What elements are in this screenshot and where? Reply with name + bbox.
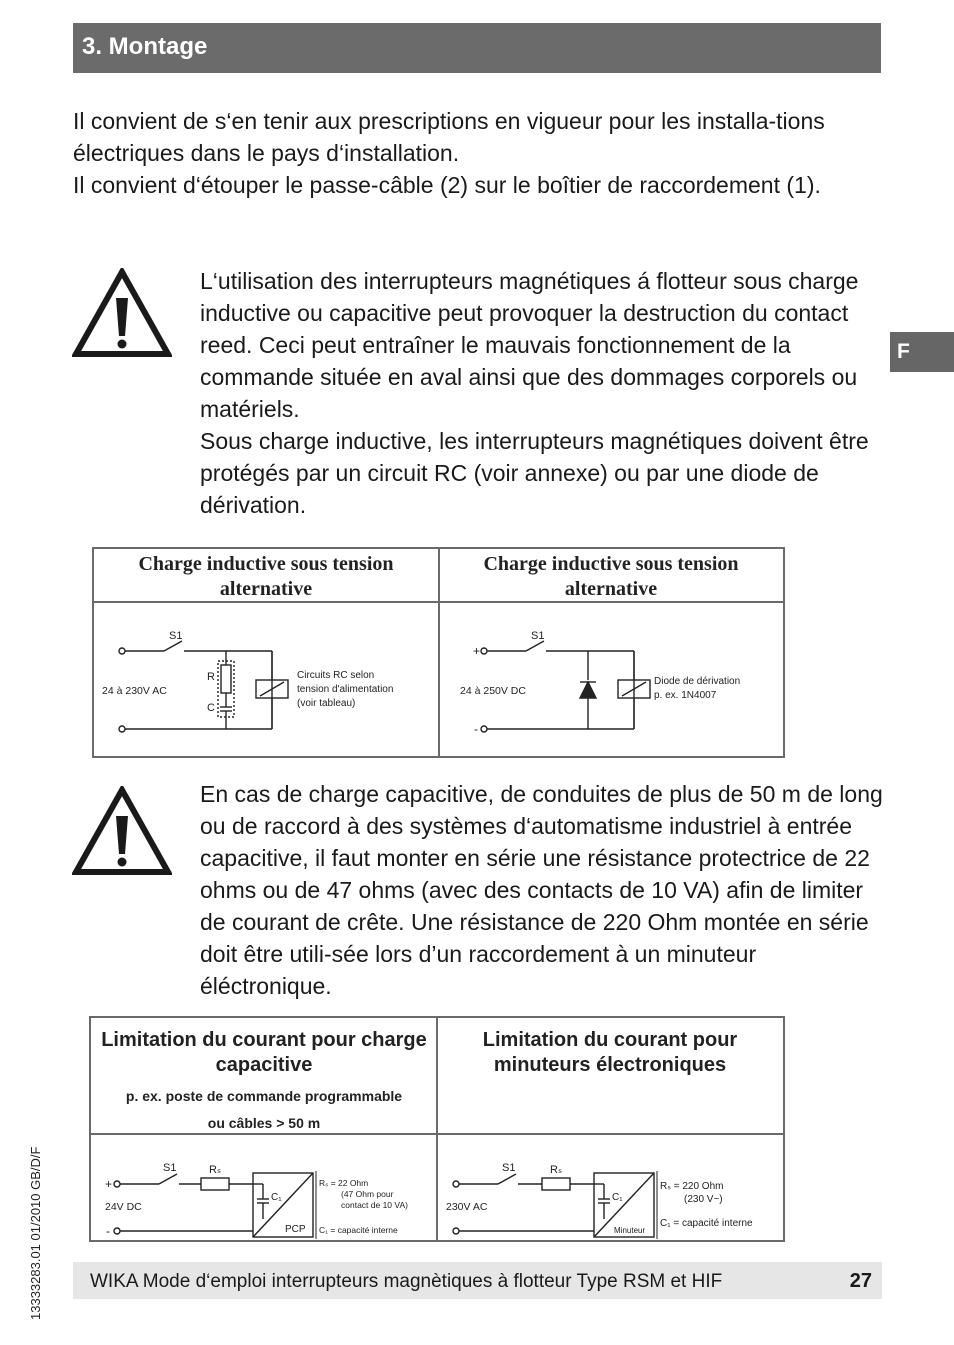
diagram2-right-switch-label: S1 bbox=[502, 1162, 516, 1174]
warning-2-paragraph-1: En cas de charge capacitive, de conduites de plus de 50 m de long ou de raccord à des systèmes d‘automatisme industriel à entrée capacitive, il faut monter en série une résistance protectrice de 22 ohms ou de 47 ohms (avec des contacts de 10 VA) afin de limiter de courant de crête. Une résistance de 220 Ohm montée en série doit être utili-sée lors d’un raccordement à un minuteur éléctronique. bbox=[200, 781, 883, 999]
section-title: 3. Montage bbox=[82, 33, 208, 60]
pcp-circuit-schematic bbox=[91, 1135, 436, 1240]
diagram2-left-note-1: Rₛ = 22 Ohm bbox=[319, 1178, 369, 1188]
diagram1-left-note-3: (voir tableau) bbox=[297, 698, 356, 709]
diagram2-left-title: Limitation du courant pour charge capacitive bbox=[101, 1029, 427, 1076]
diagram2-left-device-label: PCP bbox=[285, 1224, 306, 1235]
diagram2-right-note-2: (230 V~) bbox=[684, 1194, 723, 1205]
diagram1-right-note-1: Diode de dérivation bbox=[654, 676, 741, 687]
intro-paragraph-2: Il convient d‘étouper le passe-câble (2) sur le boîtier de raccordement (1). bbox=[73, 172, 821, 198]
diagram2-right-rs-label: Rₛ bbox=[550, 1164, 563, 1176]
warning-1-paragraph-1: L‘utilisation des interrupteurs magnétiques á flotteur sous charge inductive ou capacitive peut provoquer la destruction du contact reed. Ceci peut entraîner le mauvais fonctionnement de la commande située en aval ainsi que des dommages corporels ou matériels. bbox=[200, 268, 859, 422]
diagram1-right-title: Charge inductive sous tension alternative bbox=[483, 553, 739, 600]
rc-circuit-schematic bbox=[94, 603, 438, 756]
diagram2-right-title: Limitation du courant pour minuteurs électroniques bbox=[482, 1029, 738, 1076]
warning-text-1 bbox=[200, 265, 890, 521]
current-limiting-diagram bbox=[89, 1016, 785, 1242]
diagram1-right-switch-label: S1 bbox=[531, 630, 545, 642]
language-tab-label: F bbox=[897, 340, 910, 363]
diagram1-left-r-label: R bbox=[207, 671, 215, 683]
section-header-bar bbox=[73, 23, 881, 73]
language-tab bbox=[890, 332, 954, 372]
diagram1-left-voltage: 24 à 230V AC bbox=[102, 685, 167, 697]
diagram1-left-c-label: C bbox=[207, 702, 215, 714]
diagram2-left-note-2: (47 Ohm pour bbox=[341, 1189, 394, 1199]
diagram2-right-note-1: Rₛ = 220 Ohm bbox=[660, 1181, 724, 1192]
diagram1-left-title: Charge inductive sous tension alternative bbox=[138, 553, 394, 600]
intro-paragraph-1: Il convient de s‘en tenir aux prescriptions en vigueur pour les installa-tions électriques dans le pays d‘installation. bbox=[73, 108, 825, 166]
diagram2-right-c1-label: C₁ bbox=[612, 1192, 623, 1203]
diagram2-left-rs-label: Rₛ bbox=[209, 1164, 222, 1176]
diode-circuit-schematic bbox=[440, 603, 783, 756]
diagram2-left-voltage: 24V DC bbox=[105, 1201, 142, 1213]
timer-circuit-schematic bbox=[438, 1135, 783, 1240]
intro-text bbox=[73, 105, 883, 201]
document-code: 13333283.01 01/2010 GB/D/F bbox=[28, 1146, 43, 1320]
inductive-load-diagram bbox=[92, 547, 785, 758]
diagram2-left-switch-label: S1 bbox=[163, 1162, 177, 1174]
page-footer bbox=[73, 1262, 882, 1299]
diagram1-left-note-2: tension d'alimentation bbox=[297, 684, 394, 695]
warning-triangle-icon bbox=[72, 786, 172, 878]
diagram2-left-note-3: contact de 10 VA) bbox=[341, 1200, 408, 1210]
diagram1-right-plus: + bbox=[473, 644, 481, 658]
diagram1-left-switch-label: S1 bbox=[169, 630, 183, 642]
diagram2-right-device-label: Minuteur bbox=[614, 1226, 646, 1235]
diagram1-right-voltage: 24 à 250V DC bbox=[460, 685, 526, 697]
diagram2-right-voltage: 230V AC bbox=[446, 1201, 488, 1213]
page-number: 27 bbox=[849, 1270, 872, 1292]
diagram1-right-note-2: p. ex. 1N4007 bbox=[654, 690, 717, 701]
diagram2-left-note-4: C₁ = capacité interne bbox=[319, 1225, 398, 1235]
warning-1-paragraph-2: Sous charge inductive, les interrupteurs magnétiques doivent être protégés par un circuit RC (voir annexe) ou par une diode de dérivation. bbox=[200, 428, 869, 518]
diagram2-right-note-3: C₁ = capacité interne bbox=[660, 1218, 753, 1229]
diagram2-left-subtitle-2: ou câbles > 50 m bbox=[207, 1115, 321, 1131]
diagram2-left-c1-label: C₁ bbox=[271, 1192, 282, 1203]
footer-text: WIKA Mode d‘emploi interrupteurs magnètiques à flotteur Type RSM et HIF bbox=[90, 1271, 723, 1292]
warning-triangle-icon bbox=[72, 268, 172, 360]
diagram2-left-minus: - bbox=[106, 1224, 110, 1238]
diagram2-left-subtitle-1: p. ex. poste de commande programmable bbox=[125, 1088, 403, 1104]
diagram1-right-minus: - bbox=[474, 722, 478, 736]
diagram2-left-plus: + bbox=[105, 1177, 113, 1191]
diagram1-left-note-1: Circuits RC selon bbox=[297, 670, 375, 681]
warning-text-2 bbox=[200, 778, 890, 1002]
